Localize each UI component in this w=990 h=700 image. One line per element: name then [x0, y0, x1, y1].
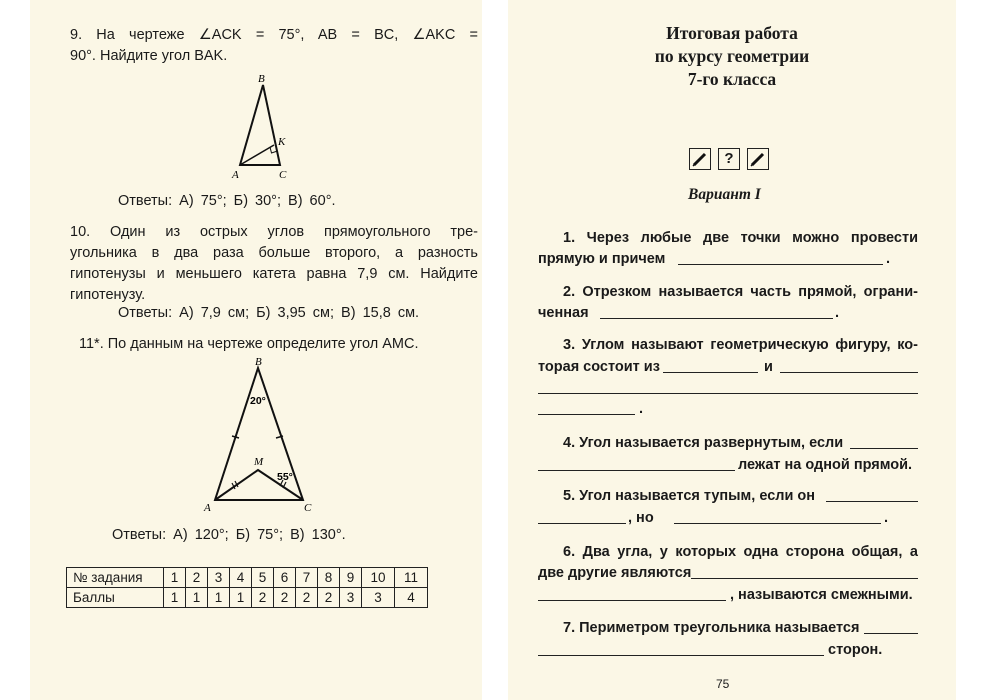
task-number-cell: 2: [186, 568, 208, 588]
answer-blank[interactable]: [864, 633, 918, 634]
task-number-cell: 10: [362, 568, 395, 588]
answer-blank[interactable]: [678, 264, 883, 265]
answer-blank[interactable]: [538, 470, 735, 471]
problem-10-line-4: гипотенузу.: [70, 287, 146, 303]
problem-9-line-1: 9. На чертеже ∠ACK = 75°, AB = BC, ∠AKC =: [70, 27, 478, 43]
answer-blank[interactable]: [826, 501, 918, 502]
score-table: [66, 567, 428, 608]
task-number-cell: 1: [164, 568, 186, 588]
vertex-a-label-2: A: [204, 502, 211, 514]
points-cell: 1: [164, 588, 186, 608]
points-cell: 2: [296, 588, 318, 608]
title-line-3: 7-го класса: [687, 69, 777, 89]
item-6-line-3: , называются смежными.: [730, 587, 913, 603]
points-header: Баллы: [67, 588, 164, 608]
item-5-line-1: 5. Угол называется тупым, если он: [563, 488, 816, 504]
answer-blank[interactable]: [538, 393, 918, 394]
vertex-b-label-2: B: [255, 356, 262, 368]
problem-10-line-2: угольника в два раза больше второго, а разность: [70, 245, 478, 261]
task-number-cell: 11: [395, 568, 428, 588]
item-7-line-1: 7. Периметром треугольника называется: [563, 620, 860, 636]
task-number-header: № задания: [67, 568, 164, 588]
answer-blank[interactable]: [780, 372, 918, 373]
task-number-cell: 6: [274, 568, 296, 588]
answer-blank[interactable]: [538, 523, 626, 524]
answer-blank[interactable]: [663, 372, 758, 373]
title-line-2: по курсу геометрии: [654, 46, 810, 66]
pencil-icon: [747, 148, 769, 170]
angle-c-label: 55°: [277, 471, 293, 483]
item-5-but: , но: [628, 510, 654, 526]
item-4-line-2: лежат на одной прямой.: [738, 457, 913, 473]
item-7-line-2: сторон.: [828, 642, 883, 658]
item-6-line-2: две другие являются: [538, 565, 692, 581]
points-cell: 2: [274, 588, 296, 608]
item-1-end: .: [886, 251, 891, 267]
item-3-end: .: [639, 401, 644, 417]
task-number-cell: 8: [318, 568, 340, 588]
answer-blank[interactable]: [850, 448, 918, 449]
item-1-line-1: 1. Через любые две точки можно провести: [563, 230, 918, 246]
answer-blank[interactable]: [691, 578, 918, 579]
pencil-icon: [689, 148, 711, 170]
item-2-line-2: ченная: [538, 305, 589, 321]
left-page: [30, 0, 482, 700]
problem-10-line-3: гипотенузы и меньшего катета равна 7,9 см. Найдите: [70, 266, 478, 282]
problem-9-line-2: 90°. Найдите угол BAK.: [70, 48, 228, 64]
problem-9-answers: Ответы: А) 75°; Б) 30°; В) 60°.: [118, 193, 336, 209]
problem-11-line: 11*. По данным на чертеже определите угол AMC.: [79, 336, 419, 352]
task-number-cell: 7: [296, 568, 318, 588]
vertex-b-label: B: [258, 73, 265, 85]
points-cell: 1: [230, 588, 252, 608]
answer-blank[interactable]: [538, 414, 635, 415]
title-line-1: Итоговая работа: [666, 23, 798, 43]
item-1-line-2: прямую и причем: [538, 251, 666, 267]
points-cell: 4: [395, 588, 428, 608]
answer-blank[interactable]: [674, 523, 881, 524]
vertex-k-label: K: [278, 136, 286, 148]
vertex-c-label-2: C: [304, 502, 312, 514]
task-number-cell: 4: [230, 568, 252, 588]
task-number-cell: 3: [208, 568, 230, 588]
item-3-and: и: [764, 359, 773, 375]
points-cell: 2: [318, 588, 340, 608]
angle-b-label: 20°: [250, 395, 266, 407]
points-cell: 1: [186, 588, 208, 608]
triangle-figure-amc: [200, 350, 330, 515]
points-cell: 2: [252, 588, 274, 608]
vertex-a-label: A: [232, 169, 239, 181]
points-cell: 1: [208, 588, 230, 608]
problem-10-line-1: 10. Один из острых углов прямоугольного тре-: [70, 224, 478, 240]
question-icon: ?: [718, 148, 740, 170]
points-cell: 3: [362, 588, 395, 608]
variant-heading: Вариант I: [688, 186, 761, 203]
points-cell: 3: [340, 588, 362, 608]
item-3-line-1: 3. Углом называют геометрическую фигуру, ко-: [563, 337, 918, 353]
problem-11-answers: Ответы: А) 120°; Б) 75°; В) 130°.: [112, 527, 346, 543]
task-number-cell: 5: [252, 568, 274, 588]
score-table-header-row: [67, 568, 428, 588]
item-3-line-2: торая состоит из: [538, 359, 660, 375]
right-page: [508, 0, 956, 700]
item-5-end: .: [884, 510, 889, 526]
answer-blank[interactable]: [538, 600, 726, 601]
answer-blank[interactable]: [538, 655, 824, 656]
item-2-line-1: 2. Отрезком называется часть прямой, ограни-: [563, 284, 918, 300]
triangle-figure-abc: [230, 72, 310, 182]
vertex-m-label: M: [254, 456, 264, 468]
vertex-c-label: C: [279, 169, 287, 181]
worksheet-title: [508, 22, 956, 91]
page-number: 75: [716, 677, 730, 691]
item-6-line-1: 6. Два угла, у которых одна сторона общая, а: [563, 544, 918, 560]
problem-10-answers: Ответы: А) 7,9 см; Б) 3,95 см; В) 15,8 см.: [118, 305, 420, 321]
item-4-line-1: 4. Угол называется развернутым, если: [563, 435, 844, 451]
answer-blank[interactable]: [600, 318, 833, 319]
task-number-cell: 9: [340, 568, 362, 588]
score-table-points-row: [67, 588, 428, 608]
item-2-end: .: [835, 305, 840, 321]
